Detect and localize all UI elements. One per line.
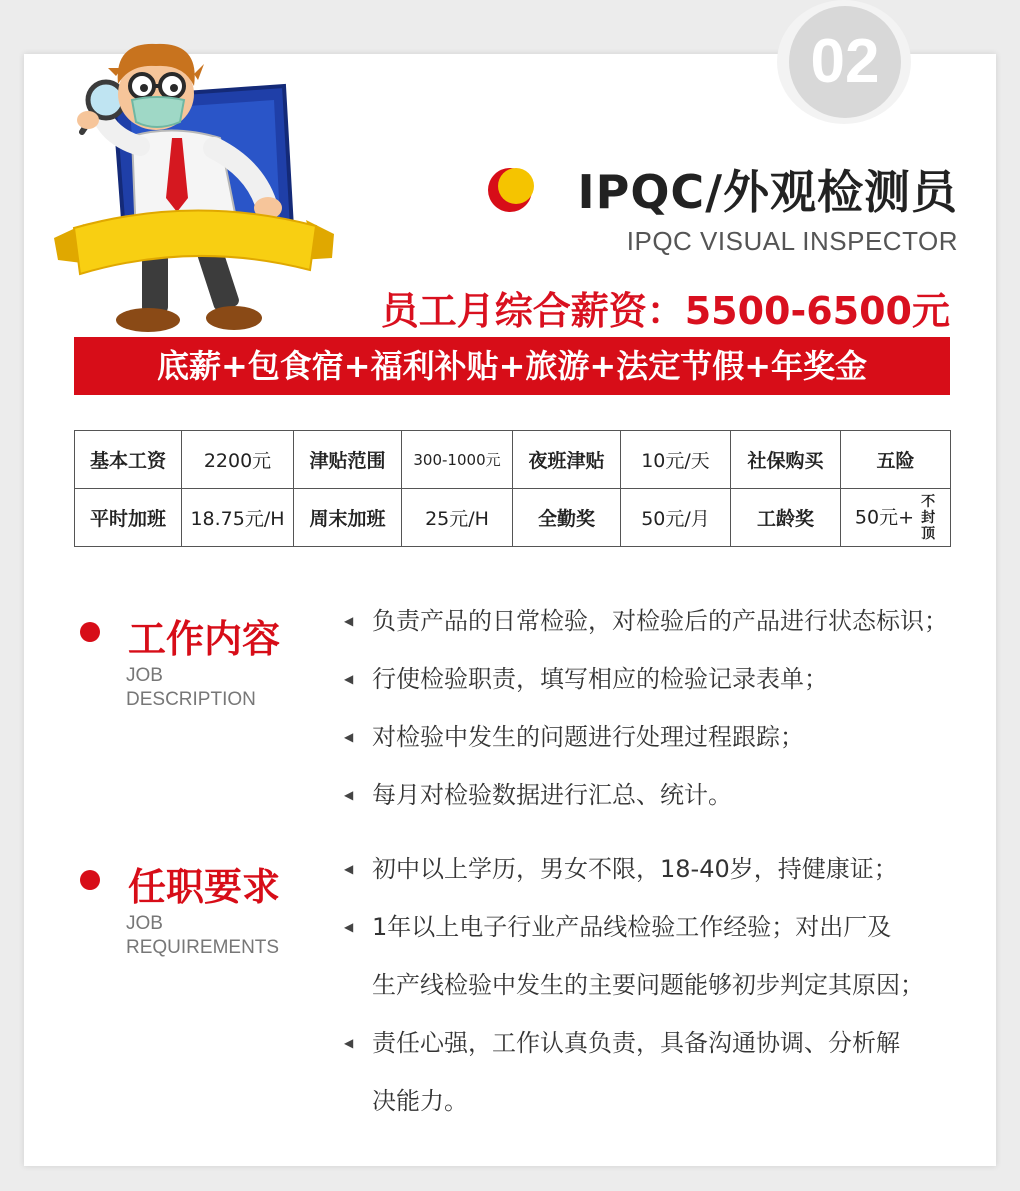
left-triangle-icon: ◀ <box>344 788 354 802</box>
table-cell: 津贴范围 <box>294 431 402 489</box>
table-cell: 周末加班 <box>294 489 402 547</box>
section-number-badge: 02 <box>789 6 901 118</box>
item-text: 责任心强，工作认真负责，具备沟通协调、分析解 <box>372 1029 900 1057</box>
note-char: 顶 <box>921 525 936 542</box>
left-triangle-icon: ◀ <box>344 1036 354 1050</box>
item-text: 每月对检验数据进行汇总、统计。 <box>372 781 732 809</box>
table-cell: 社保购买 <box>731 431 841 489</box>
note-char: 不 <box>921 493 936 510</box>
item-text: 负责产品的日常检验，对检验后的产品进行状态标识； <box>372 607 948 635</box>
pay-table <box>74 430 951 547</box>
left-triangle-icon: ◀ <box>344 862 354 876</box>
note-char: 封 <box>921 509 936 526</box>
list-item <box>340 1014 980 1130</box>
item-text: 1年以上电子行业产品线检验工作经验；对出厂及 <box>372 913 892 941</box>
list-item <box>340 650 980 708</box>
list-item <box>340 708 980 766</box>
en-line: DESCRIPTION <box>126 689 256 710</box>
left-triangle-icon: ◀ <box>344 920 354 934</box>
item-text: 对检验中发生的问题进行处理过程跟踪； <box>372 723 804 751</box>
table-cell: 基本工资 <box>75 431 182 489</box>
table-row <box>75 489 951 547</box>
table-cell: 18.75元/H <box>182 489 294 547</box>
red-dot-icon <box>80 870 100 890</box>
table-cell: 平时加班 <box>75 489 182 547</box>
en-line: JOB <box>126 665 163 686</box>
table-cell: 工龄奖 <box>731 489 841 547</box>
no-cap-note <box>920 494 936 542</box>
table-cell: 10元/天 <box>621 431 731 489</box>
benefits-banner: 底薪+包食宿+福利补贴+旅游+法定节假+年奖金 <box>74 337 950 395</box>
seniority-bonus-value: 50元+ <box>854 506 915 528</box>
left-triangle-icon: ◀ <box>344 730 354 744</box>
item-text: 生产线检验中发生的主要问题能够初步判定其原因； <box>372 971 924 999</box>
position-title: IPQC/外观检测员 <box>577 165 958 219</box>
table-cell: 25元/H <box>402 489 513 547</box>
item-text: 行使检验职责，填写相应的检验记录表单； <box>372 665 828 693</box>
table-cell: 2200元 <box>182 431 294 489</box>
table-cell <box>841 489 951 547</box>
job-description-list <box>340 592 980 824</box>
en-line: REQUIREMENTS <box>126 937 280 958</box>
position-subtitle: IPQC VISUAL INSPECTOR <box>626 226 958 256</box>
job-requirements-en <box>126 912 279 960</box>
table-cell: 300-1000元 <box>402 431 513 489</box>
job-requirements-list <box>340 840 980 1130</box>
list-item <box>340 592 980 650</box>
table-cell: 夜班津贴 <box>513 431 621 489</box>
left-triangle-icon: ◀ <box>344 672 354 686</box>
item-text: 决能力。 <box>372 1087 468 1115</box>
position-title-block <box>480 156 960 222</box>
job-description-en <box>126 664 256 712</box>
crescent-icon <box>486 166 534 214</box>
table-cell: 五险 <box>841 431 951 489</box>
item-text: 初中以上学历，男女不限，18-40岁，持健康证； <box>372 855 898 883</box>
table-cell: 全勤奖 <box>513 489 621 547</box>
en-line: JOB <box>126 913 163 934</box>
list-item <box>340 898 980 1014</box>
inspector-mascot-illustration <box>44 28 344 338</box>
job-description-title: 工作内容 <box>128 617 281 661</box>
table-cell: 50元/月 <box>621 489 731 547</box>
salary-range: 员工月综合薪资：5500-6500元 <box>380 289 950 333</box>
list-item <box>340 766 980 824</box>
job-requirements-title: 任职要求 <box>128 865 281 909</box>
left-triangle-icon: ◀ <box>344 614 354 628</box>
table-row <box>75 431 951 489</box>
list-item <box>340 840 980 898</box>
red-dot-icon <box>80 622 100 642</box>
